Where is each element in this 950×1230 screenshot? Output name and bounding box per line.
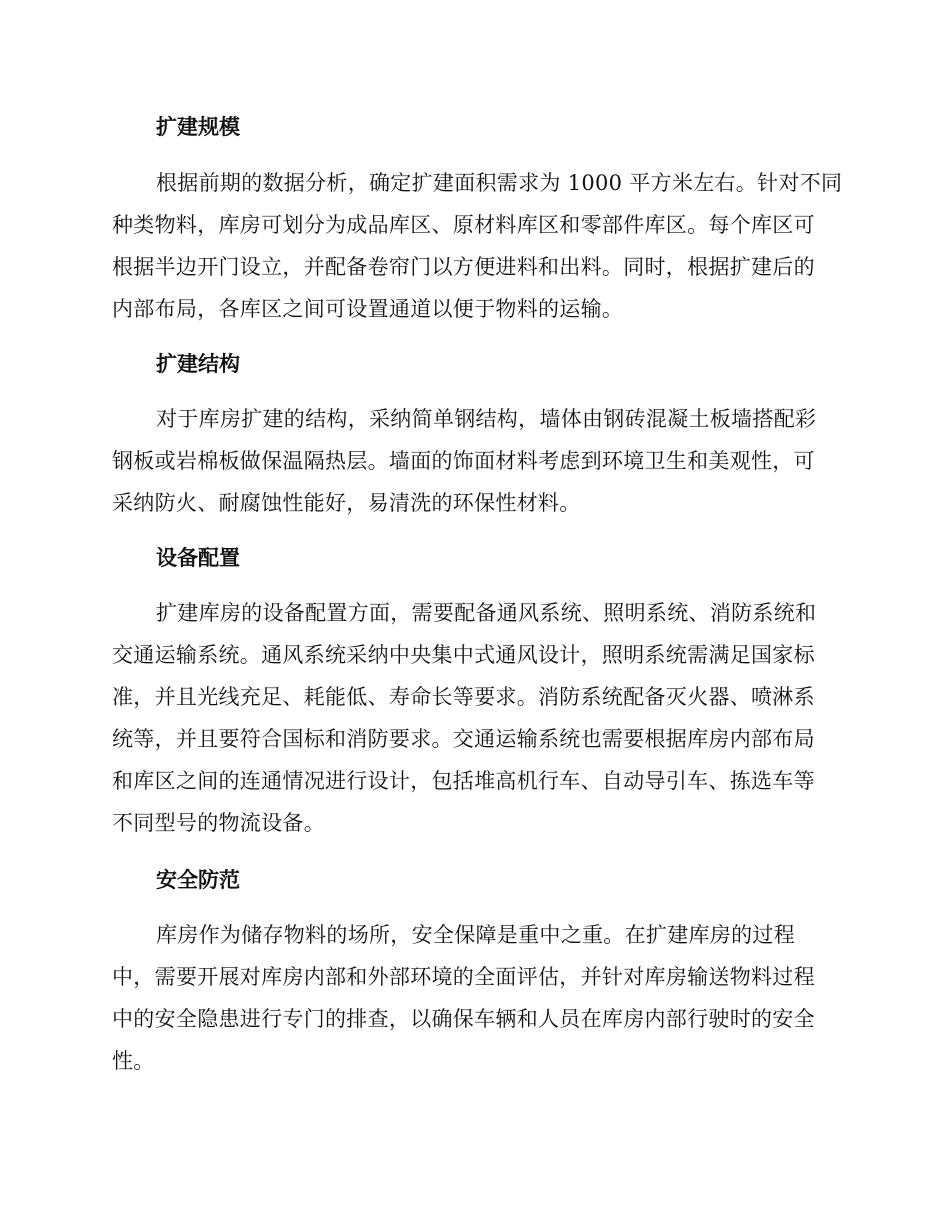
- section-heading-scale: 扩建规模: [156, 115, 240, 139]
- section-heading-structure: 扩建结构: [156, 352, 240, 376]
- section-heading-equipment: 设备配置: [156, 546, 240, 570]
- paragraph-line: 统等，并且要符合国标和消防要求。交通运输系统也需要根据库房内部布局: [112, 727, 815, 751]
- paragraph-line: 根据前期的数据分析，确定扩建面积需求为 1000 平方米左右。针对不同: [156, 171, 843, 195]
- paragraph-line: 中的安全隐患进行专门的排查，以确保车辆和人员在库房内部行驶时的安全: [112, 1007, 815, 1031]
- section-heading-safety: 安全防范: [156, 868, 240, 892]
- paragraph-line: 不同型号的物流设备。: [112, 811, 325, 835]
- paragraph-line: 对于库房扩建的结构，采纳简单钢结构，墙体由钢砖混凝土板墙搭配彩: [156, 407, 817, 431]
- paragraph-line: 内部布局，各库区之间可设置通道以便于物料的运输。: [112, 297, 624, 321]
- paragraph-line: 和库区之间的连通情况进行设计，包括堆高机行车、自动导引车、拣选车等: [112, 769, 815, 793]
- paragraph-line: 交通运输系统。通风系统采纳中央集中式通风设计，照明系统需满足国家标: [112, 643, 815, 667]
- paragraph-line: 准，并且光线充足、耗能低、寿命长等要求。消防系统配备灭火器、喷淋系: [112, 685, 815, 709]
- paragraph-line: 扩建库房的设备配置方面，需要配备通风系统、照明系统、消防系统和: [156, 601, 817, 625]
- paragraph-line: 采纳防火、耐腐蚀性能好，易清洗的环保性材料。: [112, 491, 581, 515]
- paragraph-line: 库房作为储存物料的场所，安全保障是重中之重。在扩建库房的过程: [156, 923, 795, 947]
- paragraph-line: 中，需要开展对库房内部和外部环境的全面评估，并针对库房输送物料过程: [112, 965, 815, 989]
- paragraph-line: 性。: [112, 1049, 155, 1073]
- paragraph-line: 种类物料，库房可划分为成品库区、原材料库区和零部件库区。每个库区可: [112, 213, 815, 237]
- paragraph-line: 钢板或岩棉板做保温隔热层。墙面的饰面材料考虑到环境卫生和美观性，可: [112, 449, 815, 473]
- paragraph-line: 根据半边开门设立，并配备卷帘门以方便进料和出料。同时，根据扩建后的: [112, 255, 815, 279]
